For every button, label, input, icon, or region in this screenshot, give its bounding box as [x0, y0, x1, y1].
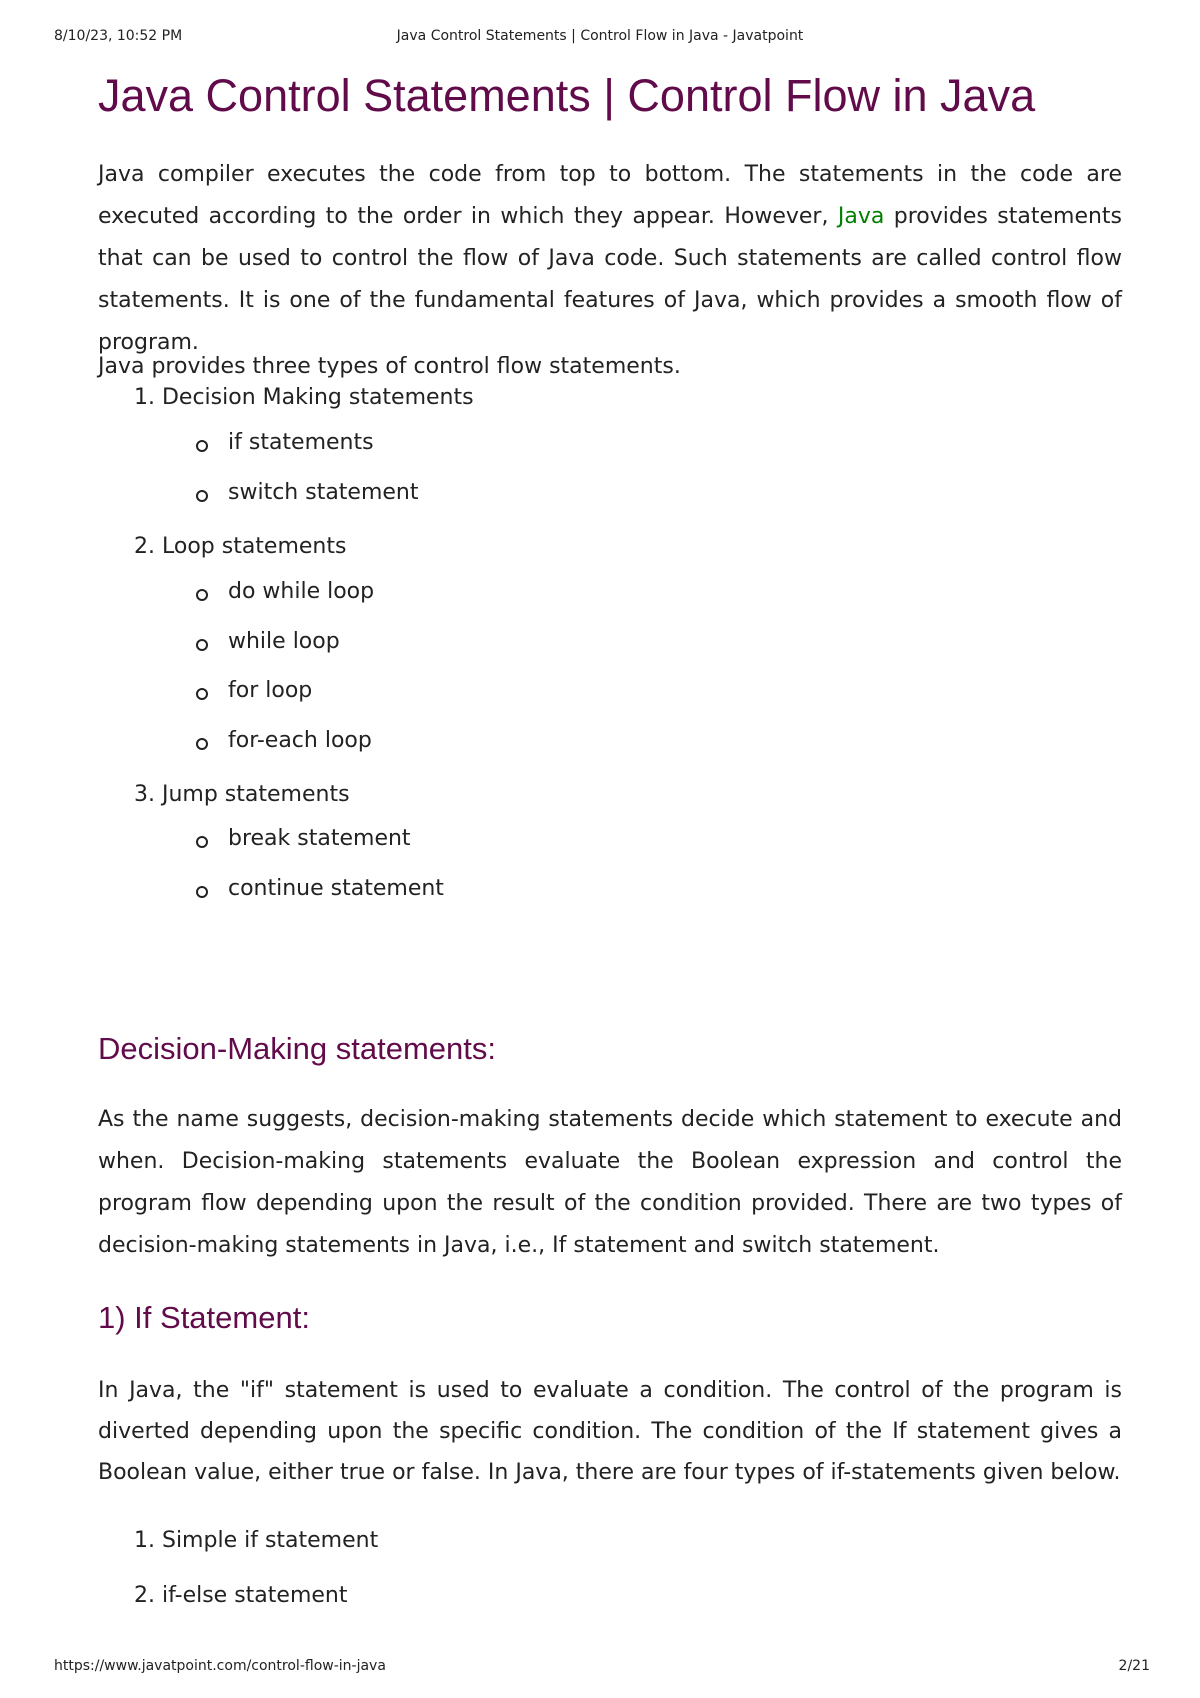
- circle-bullet-icon: [196, 490, 208, 502]
- page-title: Java Control Statements | Control Flow in Java: [98, 70, 1036, 121]
- list-subitem: continue statement: [228, 876, 444, 901]
- circle-bullet-icon: [196, 886, 208, 898]
- print-header-datetime: 8/10/23, 10:52 PM: [54, 28, 183, 44]
- list-item-simple-if: 1. Simple if statement: [134, 1528, 379, 1553]
- print-header-title: Java Control Statements | Control Flow in Java - Javatpoint: [396, 28, 804, 44]
- list-item-if-else: 2. if-else statement: [134, 1583, 348, 1608]
- list-item-loop: 2. Loop statements: [134, 534, 347, 559]
- list-subitem: if statements: [228, 430, 374, 455]
- list-subitem: for loop: [228, 678, 313, 703]
- intro-paragraph: [98, 154, 1122, 364]
- list-item-decision-making: 1. Decision Making statements: [134, 385, 474, 410]
- print-footer-url: https://www.javatpoint.com/control-flow-in-java: [54, 1658, 386, 1674]
- list-item-jump: 3. Jump statements: [134, 782, 350, 807]
- circle-bullet-icon: [196, 440, 208, 452]
- list-subitem: for-each loop: [228, 728, 372, 753]
- intro-text-before-link: Java compiler executes the code from top to bottom. The statements in the code are executed according to the order in which they appear. However,: [98, 162, 1122, 229]
- list-subitem: switch statement: [228, 480, 419, 505]
- intro-text-after-link: provides statements that can be used to control the flow of Java code. Such statements are called control flow statements. It is one of the fundamental features of Java, which provides a smooth flow of program.: [98, 204, 1123, 355]
- list-subitem: break statement: [228, 826, 411, 851]
- types-intro-paragraph: Java provides three types of control flow statements.: [98, 354, 681, 379]
- list-subitem: do while loop: [228, 579, 375, 604]
- circle-bullet-icon: [196, 836, 208, 848]
- if-statement-paragraph: In Java, the "if" statement is used to evaluate a condition. The control of the program is diverted depending upon the specific condition. The condition of the If statement gives a Boolean value, either true or false. In Java, there are four types of if-statements given below.: [98, 1378, 1122, 1485]
- section-heading-decision-making: Decision-Making statements:: [98, 1031, 496, 1066]
- circle-bullet-icon: [196, 688, 208, 700]
- java-link[interactable]: Java: [837, 204, 885, 229]
- list-subitem: while loop: [228, 629, 340, 654]
- circle-bullet-icon: [196, 639, 208, 651]
- decision-making-paragraph: As the name suggests, decision-making statements decide which statement to execute and when. Decision-making statements evaluate the Boolean expression and control the program flow depending upon the result of the condition provided. There are two types of decision-making statements in Java, i.e., If statement and switch statement.: [98, 1107, 1122, 1258]
- section-heading-if-statement: 1) If Statement:: [98, 1300, 310, 1335]
- circle-bullet-icon: [196, 738, 208, 750]
- print-footer-page-number: 2/21: [1118, 1658, 1150, 1674]
- circle-bullet-icon: [196, 589, 208, 601]
